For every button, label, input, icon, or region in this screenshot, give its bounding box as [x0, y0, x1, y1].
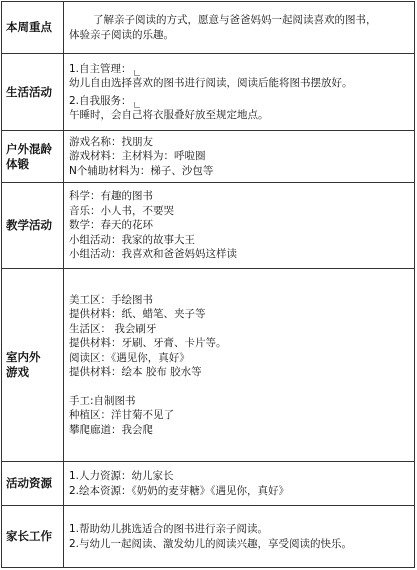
row-content-outdoor-exercise: [64, 131, 415, 183]
table-row: [2, 183, 415, 269]
row-content-weekly-focus: [64, 2, 415, 54]
row-content-resources: [64, 462, 415, 506]
content-line: 种植区：洋甘菊不见了: [69, 409, 174, 422]
content-line: 体验亲子阅读的乐趣。: [69, 28, 174, 41]
content-line: 游戏材料：主材料为：呼啦圈: [69, 150, 206, 163]
content-line: 提供材料：纸、蜡笔、夹子等: [69, 308, 206, 321]
table-row: [2, 506, 415, 568]
content-line: 1.帮助幼儿挑选适合的图书进行亲子阅读。: [69, 523, 269, 535]
table-row: [2, 462, 415, 506]
row-label-resources: 活动资源: [2, 462, 64, 506]
blank-line: [69, 380, 411, 394]
label-line: 户外混龄: [6, 141, 52, 156]
content-line: 小组活动：我喜欢和爸爸妈妈这样读: [69, 248, 237, 261]
content-line: 攀爬廊道：我会爬: [69, 423, 153, 436]
content-line: 了解亲子阅读的方式，愿意与爸爸妈妈一起阅读喜欢的图书，: [93, 14, 377, 26]
content-line: [69, 94, 411, 109]
content-line: 手工:自制图书: [69, 394, 136, 407]
content-line: 生活区： 我会刷牙: [69, 322, 157, 335]
content-line: 2.绘本资源：《奶奶的麦芽糖》《遇见你，真好》: [69, 484, 290, 497]
content-line: N个辅助材料为：梯子、沙包等: [69, 164, 214, 177]
content-line: 科学：有趣的图书: [69, 190, 153, 203]
content-text: 2.自我服务：: [69, 94, 132, 107]
row-label-weekly-focus: 本周重点: [2, 2, 64, 54]
content-line: 提供材料：绘本 胶布 胶水等: [69, 366, 202, 379]
content-line: 1.人力资源：幼儿家长: [69, 470, 174, 482]
label-line: 体锻: [6, 156, 29, 171]
label-line: 游戏: [6, 365, 29, 379]
row-content-parent-work: [64, 506, 415, 568]
table-row: [2, 2, 415, 54]
row-content-games: [64, 269, 415, 462]
content-line: 午睡时，会自己将衣服叠好放至规定地点。: [69, 109, 269, 121]
content-line: 阅读区：《遇见你，真好》: [69, 351, 190, 364]
content-line: 幼儿自由选择喜欢的图书进行阅读，阅读后能将图书摆放好。: [69, 77, 353, 89]
row-content-daily-life: [64, 54, 415, 131]
label-line: 室内外: [6, 350, 41, 364]
content-line: 小组活动：我家的故事大王: [69, 233, 195, 246]
content-line: 2.与幼儿一起阅读、激发幼儿的阅读兴趣，享受阅读的快乐。: [69, 537, 353, 550]
row-label-daily-life: 生活活动: [2, 54, 64, 131]
content-line: 美工区：手绘图书: [69, 293, 153, 306]
content-text: 1.自主管理：: [69, 62, 132, 75]
content-line: [69, 62, 411, 77]
row-label-outdoor-exercise: [2, 131, 64, 183]
row-content-teaching: [64, 183, 415, 269]
weekly-plan-table: [1, 1, 415, 568]
content-line: 音乐：小人书，不要哭: [69, 204, 174, 217]
row-label-games: [2, 269, 64, 462]
content-line: 提供材料：牙刷、牙膏、卡片等。: [69, 337, 227, 350]
content-line: 游戏名称：找朋友: [69, 135, 153, 148]
row-label-parent-work: 家长工作: [2, 506, 64, 568]
content-line: 数学：春天的花环: [69, 219, 153, 232]
table-row: [2, 269, 415, 462]
row-label-teaching: 教学活动: [2, 183, 64, 269]
table-row: [2, 54, 415, 131]
table-row: [2, 131, 415, 183]
